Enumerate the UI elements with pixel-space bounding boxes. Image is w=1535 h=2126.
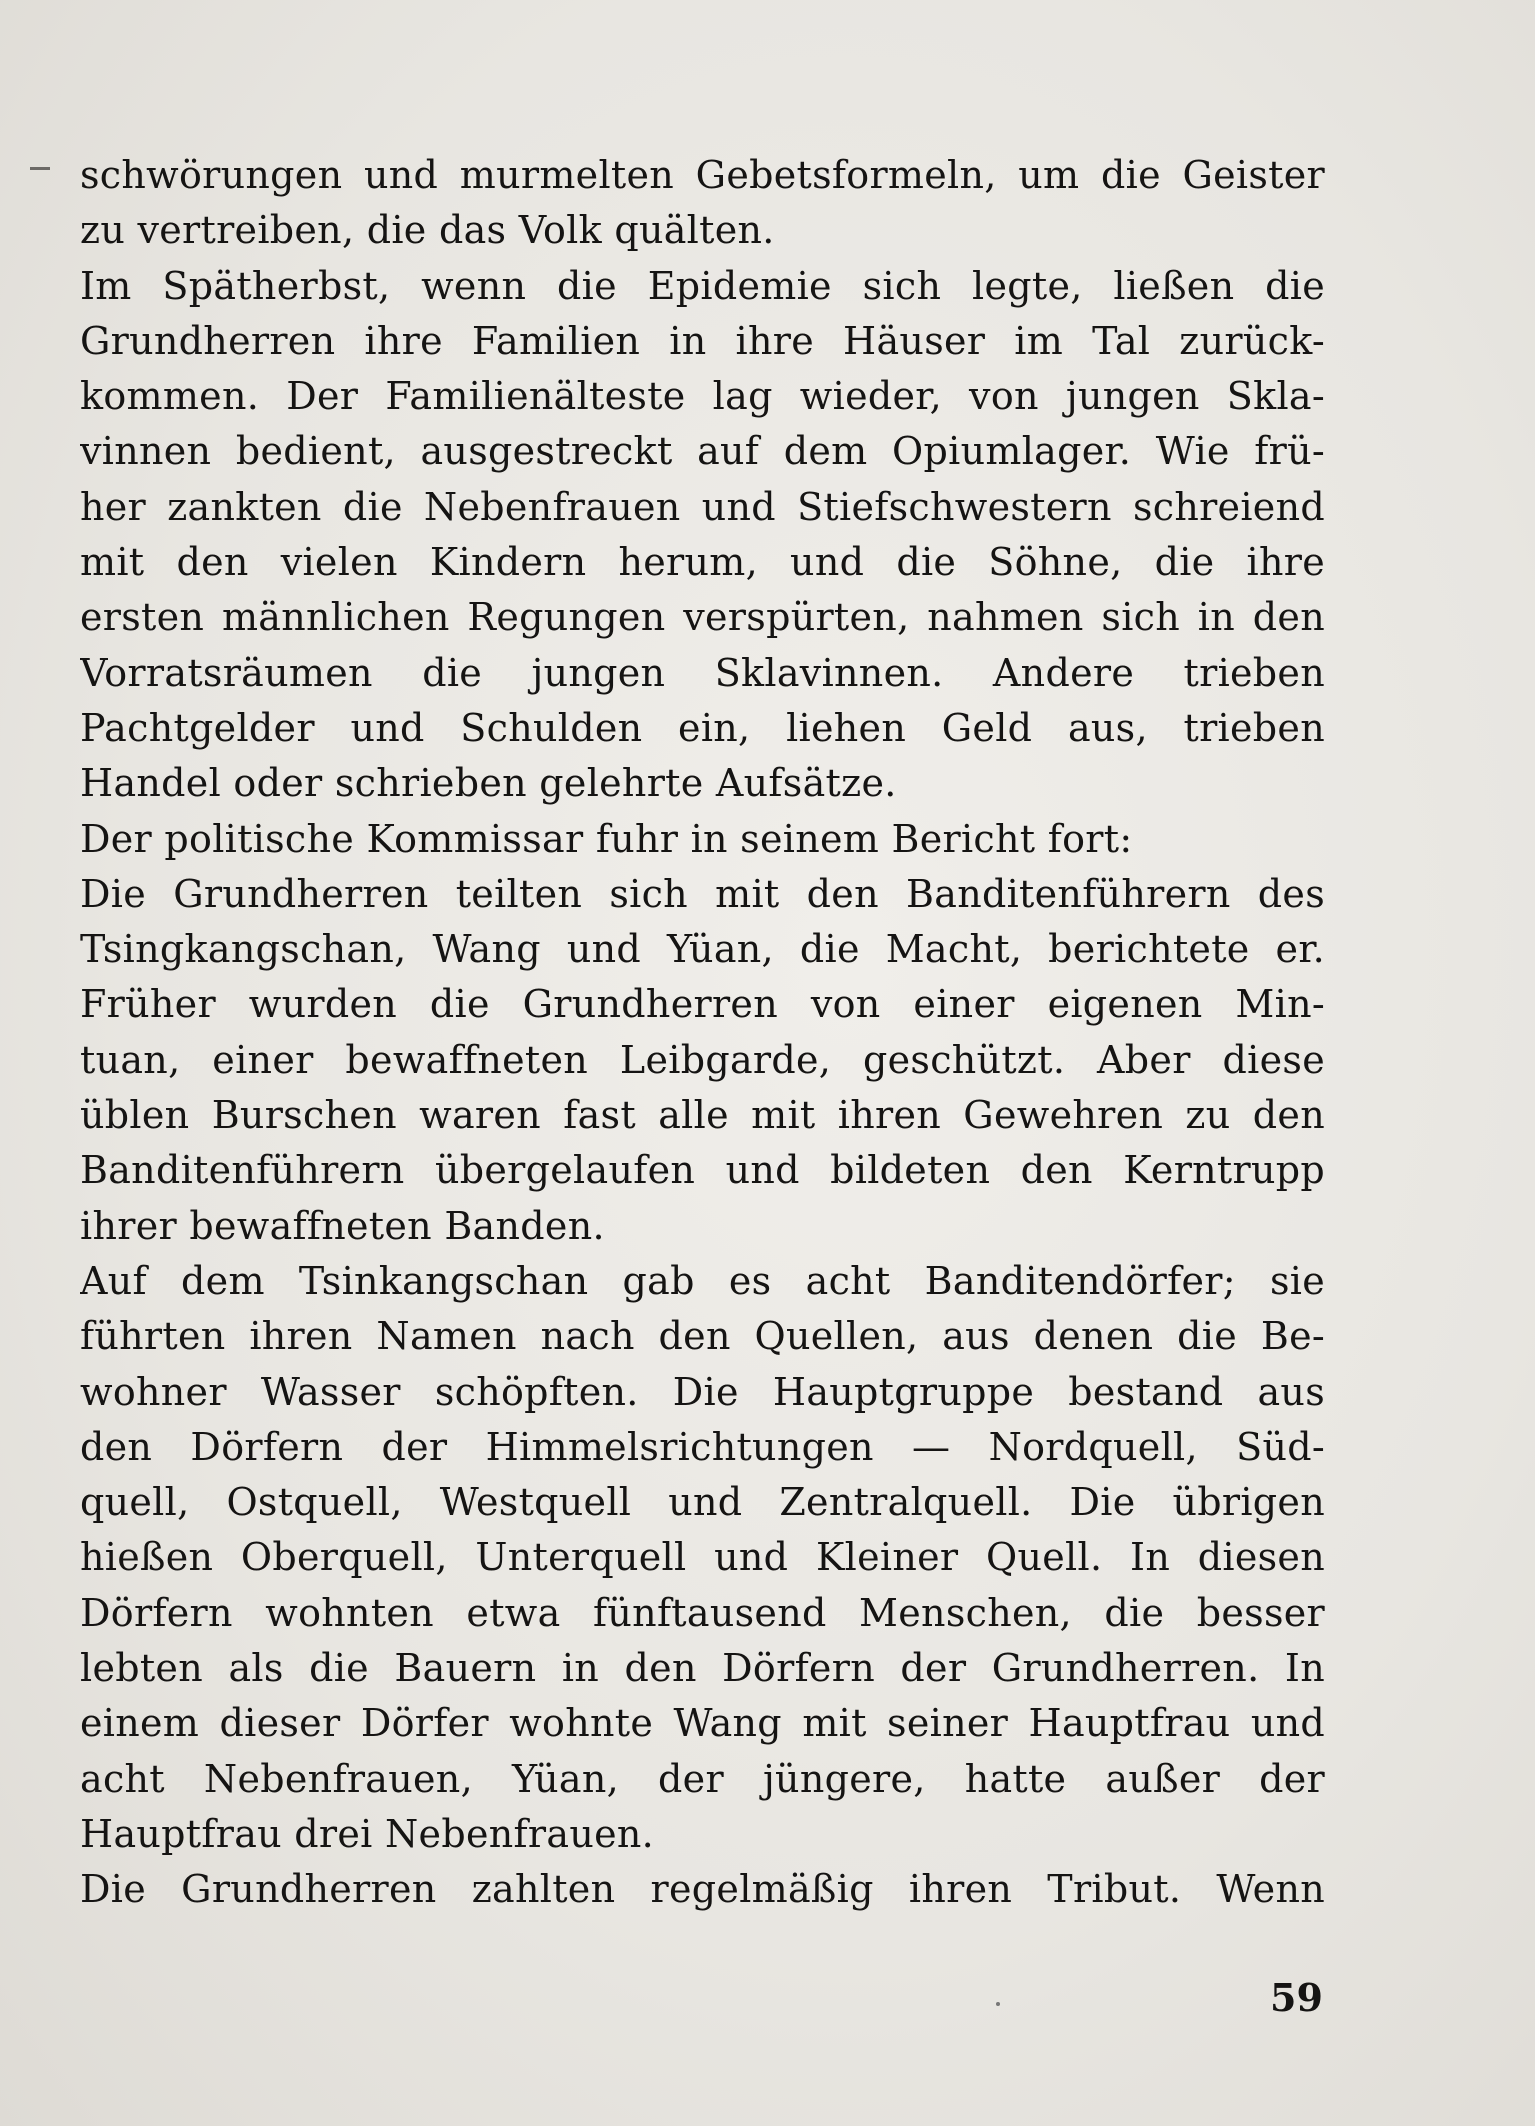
- text-line: ersten männlichen Regungen verspürten, nahmen sich in den: [80, 595, 1325, 640]
- margin-mark: [30, 167, 50, 170]
- text-line: zu vertreiben, die das Volk quälten.: [80, 208, 775, 253]
- text-line: Pachtgelder und Schulden ein, liehen Geld aus, trieben: [80, 705, 1325, 750]
- body-text: [80, 148, 1325, 1918]
- text-line: Banditenführern übergelaufen und bildeten den Kerntrupp: [80, 1148, 1325, 1193]
- text-line: acht Nebenfrauen, Yüan, der jüngere, hatte außer der: [80, 1756, 1325, 1801]
- print-speck: [996, 2002, 1000, 2006]
- text-line: hießen Oberquell, Unterquell und Kleiner Quell. In diesen: [80, 1535, 1325, 1580]
- text-line: Dörfern wohnten etwa fünftausend Menschen, die besser: [80, 1590, 1325, 1635]
- text-line: ihrer bewaffneten Banden.: [80, 1203, 605, 1248]
- text-line: Früher wurden die Grundherren von einer eigenen Min-: [80, 982, 1325, 1027]
- text-line: Handel oder schrieben gelehrte Aufsätze.: [80, 761, 897, 806]
- text-line: Vorratsräumen die jungen Sklavinnen. Andere trieben: [80, 650, 1325, 695]
- text-line: vinnen bedient, ausgestreckt auf dem Opiumlager. Wie frü-: [80, 429, 1325, 474]
- text-line: wohner Wasser schöpften. Die Hauptgruppe bestand aus: [80, 1369, 1325, 1414]
- text-line: tuan, einer bewaffneten Leibgarde, geschützt. Aber diese: [80, 1037, 1325, 1082]
- text-line: Die Grundherren zahlten regelmäßig ihren Tribut. Wenn: [80, 1867, 1325, 1912]
- text-line: mit den vielen Kindern herum, und die Söhne, die ihre: [80, 540, 1325, 585]
- text-line: quell, Ostquell, Westquell und Zentralquell. Die übrigen: [80, 1480, 1325, 1525]
- text-line: Hauptfrau drei Nebenfrauen.: [80, 1811, 655, 1856]
- text-line: kommen. Der Familienälteste lag wieder, von jungen Skla-: [80, 374, 1325, 419]
- text-line: Der politische Kommissar fuhr in seinem Bericht fort:: [80, 816, 1133, 861]
- text-line: Im Spätherbst, wenn die Epidemie sich legte, ließen die: [80, 263, 1325, 308]
- text-line: den Dörfern der Himmelsrichtungen — Nordquell, Süd-: [80, 1424, 1325, 1469]
- text-line: führten ihren Namen nach den Quellen, aus denen die Be-: [80, 1314, 1325, 1359]
- page-number: 59: [1270, 1975, 1323, 2020]
- text-line: her zankten die Nebenfrauen und Stiefschwestern schreiend: [80, 484, 1325, 529]
- text-line: üblen Burschen waren fast alle mit ihren Gewehren zu den: [80, 1093, 1325, 1138]
- text-line: Tsingkangschan, Wang und Yüan, die Macht, berichtete er.: [80, 927, 1325, 972]
- text-line: Grundherren ihre Familien in ihre Häuser im Tal zurück-: [80, 318, 1325, 363]
- text-line: lebten als die Bauern in den Dörfern der Grundherren. In: [80, 1646, 1325, 1691]
- text-line: schwörungen und murmelten Gebetsformeln, um die Geister: [80, 153, 1325, 197]
- text-line: Auf dem Tsinkangschan gab es acht Banditendörfer; sie: [80, 1258, 1325, 1303]
- text-line: Die Grundherren teilten sich mit den Banditenführern des: [80, 871, 1325, 916]
- text-line: einem dieser Dörfer wohnte Wang mit seiner Hauptfrau und: [80, 1701, 1325, 1746]
